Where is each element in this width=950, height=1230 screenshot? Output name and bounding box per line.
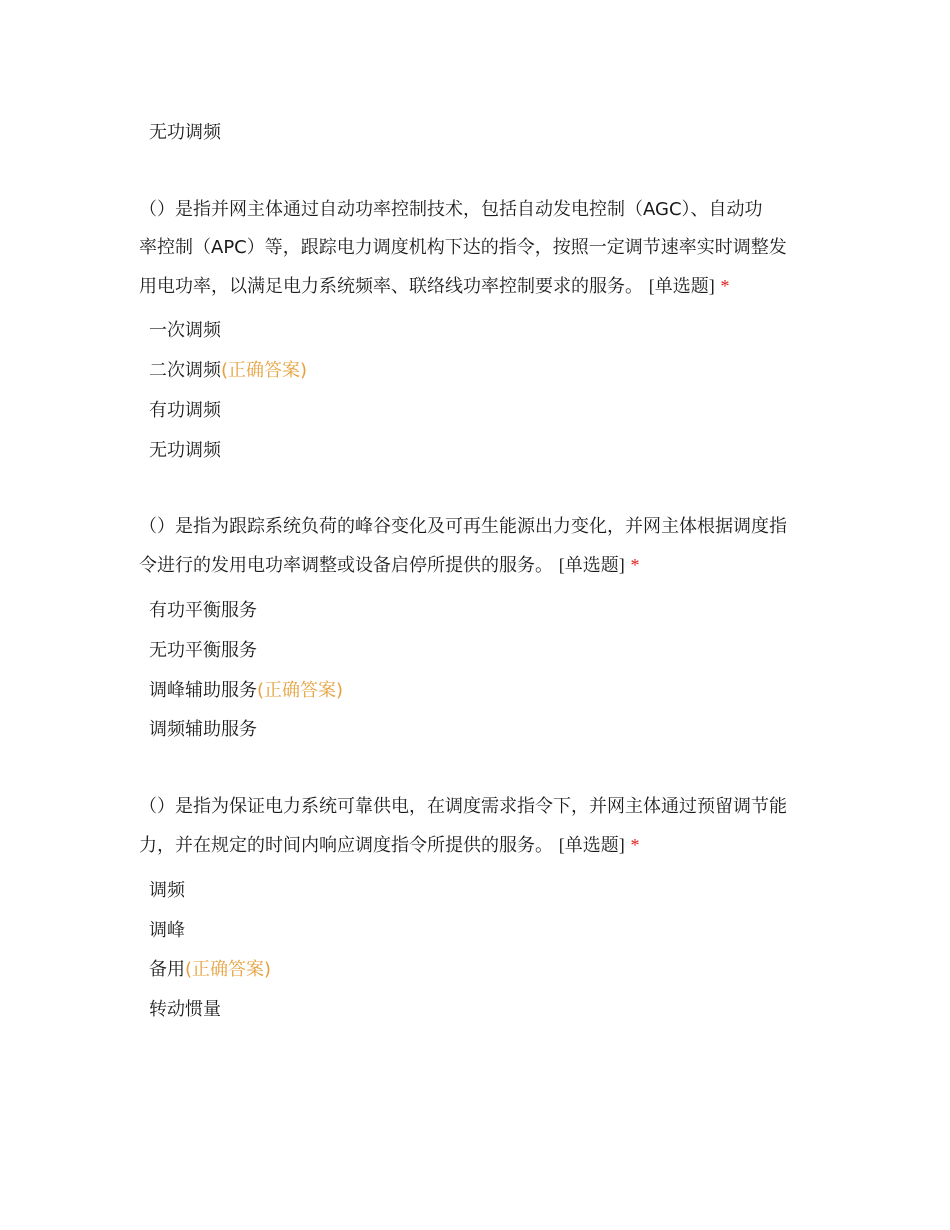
option-label: 转动惯量 — [149, 999, 221, 1020]
option-item — [149, 679, 343, 703]
option-label: 无功调频 — [149, 440, 221, 461]
option-item — [149, 599, 257, 623]
required-mark: * — [630, 835, 640, 855]
option-label: 有功调频 — [149, 400, 221, 421]
question-text: 令进行的发用电功率调整或设备启停所提供的服务。 — [139, 555, 553, 576]
question-text-line — [139, 546, 819, 585]
question-text: 力，并在规定的时间内响应调度指令所提供的服务。 — [139, 835, 553, 856]
correct-answer-tag: (正确答案) — [185, 959, 272, 980]
question-2 — [139, 508, 819, 585]
option-label: 调峰辅助服务 — [149, 680, 257, 701]
question-text-line: 率控制（APC）等，跟踪电力调度机构下达的指令，按照一定调节速率实时调整发 — [139, 237, 787, 258]
option-item — [149, 439, 221, 463]
correct-answer-tag: (正确答案) — [257, 680, 344, 701]
option-item — [149, 958, 271, 982]
option-label: 二次调频 — [149, 360, 221, 381]
correct-answer-tag: (正确答案) — [221, 360, 308, 381]
option-label: 无功调频 — [149, 122, 221, 143]
question-text: 用电功率，以满足电力系统频率、联络线功率控制要求的服务。 — [139, 276, 643, 297]
question-3 — [139, 788, 819, 865]
option-item — [149, 718, 257, 742]
option-item — [149, 998, 221, 1022]
question-type-tag: [单选题] — [558, 835, 625, 855]
option-label: 调频辅助服务 — [149, 719, 257, 740]
option-label: 备用 — [149, 959, 185, 980]
option-item — [149, 639, 257, 663]
question-text-line — [139, 267, 819, 306]
question-text-line: （）是指为跟踪系统负荷的峰谷变化及可再生能源出力变化，并网主体根据调度指 — [139, 516, 787, 537]
option-item — [149, 319, 221, 343]
question-type-tag: [单选题] — [558, 555, 625, 575]
question-text-line — [139, 826, 819, 865]
question-text-line: （）是指为保证电力系统可靠供电，在调度需求指令下，并网主体通过预留调节能 — [139, 796, 787, 817]
question-type-tag: [单选题] — [648, 276, 715, 296]
option-label: 有功平衡服务 — [149, 600, 257, 621]
option-item — [149, 399, 221, 423]
option-item — [149, 121, 221, 145]
question-1 — [139, 191, 819, 306]
option-item — [149, 919, 185, 943]
option-label: 调频 — [149, 880, 185, 901]
option-label: 调峰 — [149, 920, 185, 941]
question-text-line: （）是指并网主体通过自动功率控制技术，包括自动发电控制（AGC）、自动功 — [139, 199, 763, 220]
option-label: 无功平衡服务 — [149, 640, 257, 661]
option-item — [149, 879, 185, 903]
required-mark: * — [630, 555, 640, 575]
option-item — [149, 359, 307, 383]
required-mark: * — [720, 276, 730, 296]
option-label: 一次调频 — [149, 320, 221, 341]
